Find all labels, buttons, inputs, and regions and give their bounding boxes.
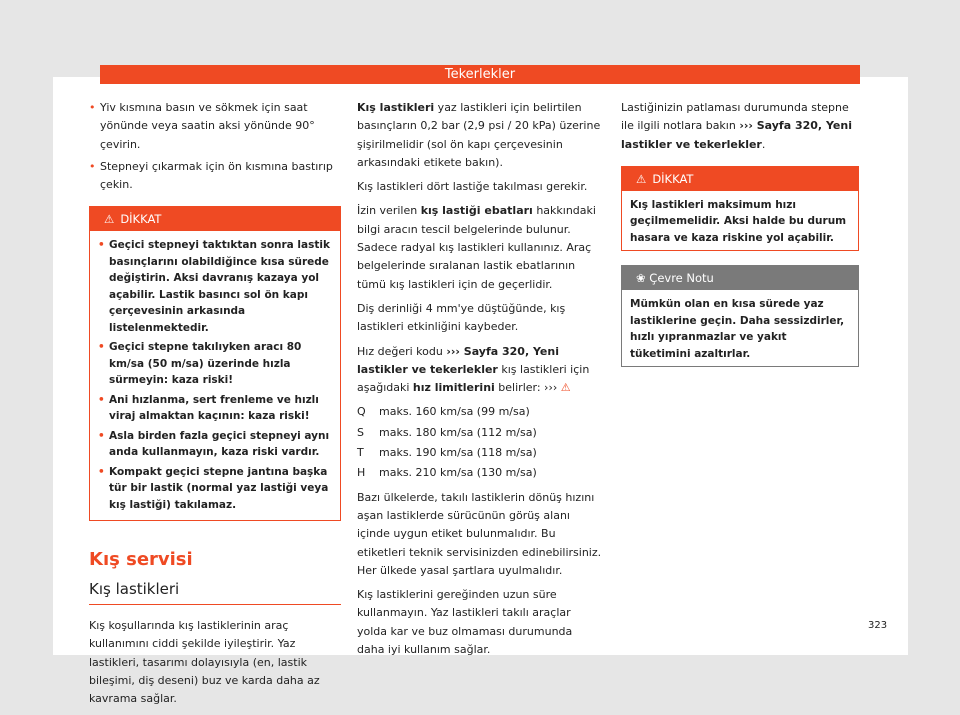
environment-note-header (622, 266, 858, 290)
speed-row: H maks. 210 km/sa (130 m/sa) (357, 466, 537, 480)
instruction-bullet: • Yiv kısmına basın ve sökmek için saat yönünde veya saatin aksi yönünde 90° çevirin. (89, 99, 341, 154)
page-number: 323 (868, 620, 888, 631)
warning-box (89, 206, 341, 521)
warning-item: • Asla birden fazla geçici stepneyi aynı anda kullanmayın, kaza riski vardır. (98, 428, 332, 461)
page-header: Tekerlekler (100, 65, 860, 84)
bold-term: Kış lastikleri (357, 101, 435, 114)
bold-term: kış lastiği ebatları (420, 204, 533, 218)
warning-header (622, 167, 858, 191)
column-left (89, 99, 341, 715)
paragraph-usage: Kış lastiklerini gereğinden uzun süre kullanmayın. Yaz lastikleri takılı araçlar yolda kar ve buz olmaması durumunda daha iyi kullanım sağlar. (357, 588, 573, 657)
warning-item: • Geçici stepneyi taktıktan sonra lastik basınçlarını olabildiğince kısa sürede değiştirin. Aksi davranış kazaya yol açabilir. Lastik basıncı sol ön kapı çerçevesinin arkasında listelenmektedir. (98, 237, 332, 336)
environment-note-title: Çevre Notu (649, 271, 714, 286)
paragraph-speed-code: Hız değeri kodu ››› Sayfa 320, Yeni lastikler ve tekerlekler kış lastikleri için aşağıdaki hız limitlerini belirler: ››› ⚠ (357, 344, 590, 395)
warning-box (621, 166, 859, 252)
intro-paragraph: Kış koşullarında kış lastiklerinin araç kullanımını ciddi şekilde iyileştirir. Yaz lastikleri, tasarımı dolayısıyla (en, lastik bileşimi, diş deseni) buz ve karda daha az kavrama sağlar. (89, 619, 320, 706)
warning-triangle-icon: ⚠ (636, 171, 647, 186)
paragraph-tread: Diş derinliği 4 mm'ye düştüğünde, kış lastikleri etkinliğini kaybeder. (357, 301, 566, 334)
warning-reference-icon[interactable]: ⚠ (560, 381, 571, 395)
page-reference-link[interactable]: ››› Sayfa 320, Yeni lastikler ve tekerlekler (621, 119, 852, 151)
speed-row: S maks. 180 km/sa (112 m/sa) (357, 425, 537, 439)
speed-table (357, 403, 603, 482)
section-title: Kış servisi (89, 549, 193, 571)
warning-body (90, 231, 340, 520)
warning-header (90, 207, 340, 231)
environment-note-body: Mümkün olan en kısa sürede yaz lastiklerine geçin. Daha sessizdirler, hızlı yıpranmazlar ve yakıt tüketimini azaltırlar. (630, 298, 845, 360)
warning-triangle-icon: ⚠ (104, 212, 115, 227)
warning-item: • Ani hızlanma, sert frenleme ve hızlı viraj almaktan kaçının: kaza riski! (98, 392, 332, 425)
warning-item: • Geçici stepne takılıyken aracı 80 km/sa (50 m/sa) üzerinde hızla sürmeyin: kaza riski! (98, 339, 332, 389)
warning-title: DİKKAT (120, 212, 162, 227)
bold-term: hız limitlerini (412, 381, 495, 395)
warning-item: • Kompakt geçici stepne jantına başka tür bir lastik (normal yaz lastiği veya kış lastiği) takılamaz. (98, 464, 332, 514)
paragraph-labels: Bazı ülkelerde, takılı lastiklerin dönüş hızını aşan lastiklerde sürücünün görüş alanı içinde uygun etiket bulunmalıdır. Bu etiketleri teknik servisinizden edinebilirsiniz. Her ülkede yasal şartlara uyulmalıdır. (357, 490, 602, 577)
column-right (621, 99, 859, 367)
environment-note-box (621, 265, 859, 367)
warning-body: Kış lastikleri maksimum hızı geçilmemelidir. Aksi halde bu durum hasara ve kaza riskine yol açabilir. (630, 198, 847, 244)
paragraph-spare: Lastiğinizin patlaması durumunda stepne ile ilgili notlara bakın ››› Sayfa 320, Yeni lastikler ve tekerlekler. (621, 101, 852, 151)
speed-row: Q maks. 160 km/sa (99 m/sa) (357, 405, 530, 419)
instruction-bullet: • Stepneyi çıkarmak için ön kısmına bastırıp çekin. (89, 158, 341, 195)
speed-row: T maks. 190 km/sa (118 m/sa) (357, 446, 537, 460)
paragraph-sizes: İzin verilen kış lastiği ebatları hakkındaki bilgi aracın tescil belgelerinde bulunur. Sadece radyal kış lastikleri kullanınız. Araç belgelerinde sıralanan lastik ebatlarının tümü kış lastikleri için de geçerlidir. (357, 204, 596, 291)
warning-title: DİKKAT (652, 171, 694, 186)
column-middle (357, 99, 603, 665)
paragraph-four-tyres: Kış lastikleri dört lastiğe takılması gerekir. (357, 180, 588, 194)
paragraph-pressure: Kış lastikleri yaz lastikleri için belirtilen basınçların 0,2 bar (2,9 psi / 20 kPa) üzerine şişirilmelidir (sol ön kapı çerçevesinin arkasındaki etikete bakın). (357, 101, 601, 169)
flower-icon: ❀ (636, 271, 646, 286)
subsection-title: Kış lastikleri (89, 580, 341, 605)
page-reference-link[interactable]: ››› Sayfa 320, Yeni lastikler ve tekerlekler (357, 344, 559, 376)
